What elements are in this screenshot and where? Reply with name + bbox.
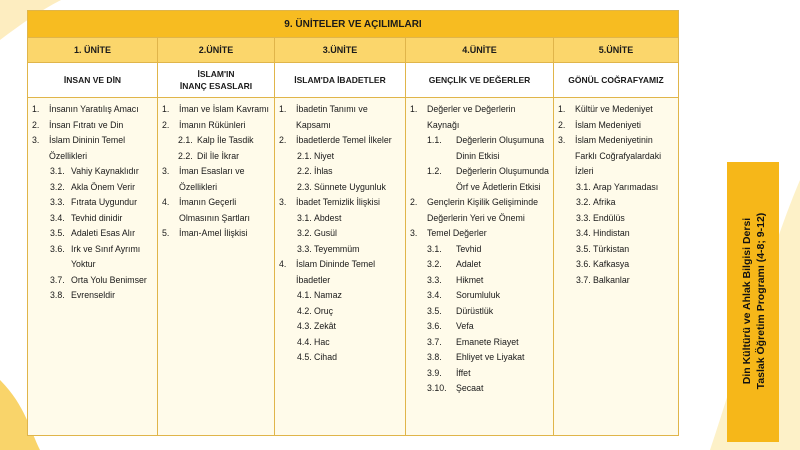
list-item <box>162 133 270 149</box>
list-item-text: İslam Medeniyetinin Farklı Coğrafyalardaki İzleri <box>575 135 662 176</box>
list-item <box>32 102 153 118</box>
list-item-number: 3.5. <box>576 243 591 254</box>
list-item <box>32 226 153 242</box>
list-item-text: Tevhid <box>456 243 482 254</box>
list-item-number: 3.1. <box>427 243 442 254</box>
list-item-number: 5. <box>162 228 170 238</box>
list-item <box>32 164 153 180</box>
list-item-number: 3.2. <box>427 259 442 269</box>
list-item <box>410 273 549 289</box>
list-item-text: İman Esasları ve Özellikleri <box>179 166 245 192</box>
list-item <box>558 257 674 273</box>
list-item-text: Evrenseldir <box>71 290 116 300</box>
list-item-text: Orta Yolu Benimser <box>71 274 147 285</box>
list-item-text: Sorumluluk <box>456 290 501 300</box>
list-item <box>558 226 674 242</box>
list-item <box>279 242 401 258</box>
list-item <box>279 133 401 149</box>
list-item <box>32 195 153 211</box>
list-item <box>32 133 153 164</box>
list-item-number: 4. <box>279 259 287 269</box>
unit-header-row <box>28 38 678 63</box>
list-item <box>32 118 153 134</box>
list-item <box>410 304 549 320</box>
list-item-number: 2. <box>32 119 40 130</box>
list-item-text: Temel Değerler <box>427 228 487 238</box>
unit-content-list <box>28 98 158 435</box>
list-item <box>558 211 674 227</box>
list-item-number: 3.7. <box>427 336 442 347</box>
list-item <box>162 149 270 165</box>
list-item-text: İmanın Rükünleri <box>179 119 246 130</box>
list-item <box>279 304 401 320</box>
list-item-text: İnsanın Yaratılış Amacı <box>49 104 139 114</box>
list-item-number: 3.7. <box>576 274 591 285</box>
list-item <box>410 381 549 397</box>
list-item <box>162 226 270 242</box>
list-item-number: 2.1. <box>297 150 312 161</box>
list-item <box>162 118 270 134</box>
table-title: 9. ÜNİTELER VE AÇILIMLARI <box>28 11 678 38</box>
list-item-number: 3. <box>279 197 287 207</box>
list-item-number: 3. <box>32 135 40 145</box>
list-item-number: 3.1. <box>576 181 591 192</box>
list-item-number: 3.9. <box>427 367 442 378</box>
list-item-text: Balkanlar <box>593 274 630 285</box>
list-item-text: Zekât <box>314 321 337 331</box>
list-item-text: Dürüstlük <box>456 305 494 316</box>
list-item-text: İbadetlerde Temel İlkeler <box>296 135 392 145</box>
program-side-label <box>740 162 780 440</box>
list-item <box>32 273 153 289</box>
unit-label: 2.ÜNİTE <box>158 38 275 62</box>
list-item <box>410 195 549 226</box>
unit-topic <box>158 63 275 97</box>
list-item <box>410 288 549 304</box>
unit-topic <box>554 63 678 97</box>
list-item-text: İslam Dininde Temel İbadetler <box>296 259 376 285</box>
list-item <box>279 180 401 196</box>
units-table <box>27 10 679 436</box>
list-item-text: Fıtrata Uygundur <box>71 197 138 207</box>
unit-topic <box>28 63 158 97</box>
list-item-text: Ehliyet ve Liyakat <box>456 352 525 362</box>
unit-content-list <box>406 98 554 435</box>
list-item <box>32 288 153 304</box>
list-item-text: İslam Dininin Temel Özellikleri <box>49 135 126 161</box>
list-item-number: 1. <box>32 104 40 114</box>
list-item-text: Adalet <box>456 259 481 269</box>
list-item <box>410 350 549 366</box>
list-item-text: Dil İle İkrar <box>197 150 240 161</box>
list-item-number: 4.2. <box>297 305 312 316</box>
list-item <box>410 164 549 195</box>
list-item-text: Afrika <box>593 197 616 207</box>
list-item <box>279 195 401 211</box>
list-item-number: 4. <box>162 197 170 207</box>
list-item-number: 1. <box>410 104 418 114</box>
list-item-number: 3.10. <box>427 383 447 393</box>
list-item-number: 1.1. <box>427 135 442 145</box>
list-item-text: Hindistan <box>593 228 630 238</box>
list-item <box>279 257 401 288</box>
list-item-text: Türkistan <box>593 243 630 254</box>
list-item <box>410 242 549 258</box>
list-item-number: 3.4. <box>576 228 591 238</box>
list-item-text: İbadetin Tanımı ve Kapsamı <box>296 104 368 130</box>
list-item-number: 2.3. <box>297 181 312 192</box>
unit-topic-line: GÖNÜL COĞRAFYAMIZ <box>568 75 664 85</box>
list-item-text: Adaleti Esas Alır <box>71 228 136 238</box>
list-item <box>410 319 549 335</box>
list-item-number: 1. <box>279 104 287 114</box>
list-item-text: Vefa <box>456 321 474 331</box>
list-item-number: 3. <box>410 228 418 238</box>
list-item-text: Şecaat <box>456 383 484 393</box>
list-item-text: İman ve İslam Kavramı <box>179 104 269 114</box>
unit-content-list <box>554 98 678 435</box>
list-item-number: 4.5. <box>297 352 312 362</box>
list-item <box>410 335 549 351</box>
list-item-number: 3.4. <box>427 290 442 300</box>
list-item-number: 3. <box>558 135 566 145</box>
list-item-text: Namaz <box>314 290 342 300</box>
list-item-text: Endülüs <box>593 212 625 223</box>
list-item-number: 4.1. <box>297 290 312 300</box>
unit-topic-line: İNSAN VE DİN <box>63 75 122 85</box>
list-item-text: Irk ve Sınıf Ayrımı Yoktur <box>71 243 141 269</box>
list-item-number: 3.6. <box>576 259 591 269</box>
unit-label: 5.ÜNİTE <box>598 45 634 55</box>
list-item-number: 1. <box>558 104 566 114</box>
list-item-text: Değerlerin Oluşumunda Örf ve Âdetlerin Etkisi <box>456 166 549 192</box>
list-item-number: 4.4. <box>297 336 312 347</box>
list-item <box>279 102 401 133</box>
unit-topic-line: İSLAM'DA İBADETLER <box>294 75 386 85</box>
list-item <box>410 133 549 164</box>
list-item-number: 3. <box>162 166 170 176</box>
list-item <box>279 319 401 335</box>
list-item-number: 3.1. <box>50 166 65 176</box>
list-item-number: 2. <box>558 119 566 130</box>
list-item <box>558 118 674 134</box>
list-item-number: 3.6. <box>427 321 442 331</box>
list-item-number: 4.3. <box>297 321 312 331</box>
list-item <box>279 226 401 242</box>
list-item-number: 2. <box>162 119 170 130</box>
list-item-number: 3.3. <box>50 197 65 207</box>
list-item-number: 3.2. <box>297 228 312 238</box>
list-item-text: Abdest <box>314 212 342 223</box>
list-item-number: 3.1. <box>297 212 312 223</box>
unit-label: 3.ÜNİTE <box>275 38 406 62</box>
list-item-text: İmanın Geçerli Olmasının Şartları <box>179 197 250 223</box>
unit-topic-line: GENÇLİK VE DEĞERLER <box>428 75 531 85</box>
unit-topic <box>275 63 406 97</box>
list-item-text: İffet <box>456 367 471 378</box>
list-item <box>279 335 401 351</box>
list-item-number: 2.2. <box>178 150 193 161</box>
list-item-number: 2. <box>279 135 287 145</box>
list-item-text: Kafkasya <box>593 259 630 269</box>
list-item <box>558 242 674 258</box>
list-item <box>162 164 270 195</box>
list-item-text: Vahiy Kaynaklıdır <box>71 166 139 176</box>
list-item-text: Sünnete Uygunluk <box>314 181 386 192</box>
list-item <box>279 164 401 180</box>
list-item-text: Cihad <box>314 352 337 362</box>
list-item <box>32 242 153 273</box>
list-item-text: Değerler ve Değerlerin Kaynağı <box>427 104 516 130</box>
list-item-number: 3.3. <box>297 243 312 254</box>
unit-label: 1. ÜNİTE <box>28 38 158 62</box>
list-item-text: İnsan Fıtratı ve Din <box>49 119 124 130</box>
list-item-text: İslam Medeniyeti <box>575 119 642 130</box>
list-item-text: Akla Önem Verir <box>71 181 136 192</box>
list-item-text: İbadet Temizlik İlişkisi <box>296 197 380 207</box>
list-item <box>558 180 674 196</box>
list-item <box>279 350 401 366</box>
list-item-number: 3.3. <box>576 212 591 223</box>
list-item-number: 3.7. <box>50 274 65 285</box>
list-item <box>558 102 674 118</box>
list-item-text: Gençlerin Kişilik Gelişiminde Değerlerin Yeri ve Önemi <box>427 197 538 223</box>
list-item-text: Hac <box>314 336 330 347</box>
list-item-text: Değerlerin Oluşumuna Dinin Etkisi <box>456 135 545 161</box>
list-item <box>410 366 549 382</box>
list-item-number: 3.8. <box>427 352 442 362</box>
list-item-number: 3.5. <box>50 228 65 238</box>
list-item-text: Niyet <box>314 150 335 161</box>
list-item <box>410 102 549 133</box>
list-item-number: 2.1. <box>178 135 193 145</box>
list-item-number: 3.6. <box>50 243 65 254</box>
list-item-number: 3.3. <box>427 274 442 285</box>
list-item-number: 3.2. <box>576 197 591 207</box>
unit-topic-line: İSLAM'IN <box>197 69 235 79</box>
list-item-text: İhlas <box>314 166 333 176</box>
list-item-number: 3.5. <box>427 305 442 316</box>
list-item <box>32 180 153 196</box>
list-item-number: 3.4. <box>50 212 65 223</box>
list-item <box>32 211 153 227</box>
list-item-text: Teyemmüm <box>314 243 360 254</box>
list-item-text: İman-Amel İlişkisi <box>179 228 248 238</box>
program-side-label-line: Taslak Öğretim Programı (4-8; 9-12) <box>755 212 767 390</box>
list-item <box>279 149 401 165</box>
list-item-text: Hikmet <box>456 274 484 285</box>
list-item-text: Emanete Riayet <box>456 336 519 347</box>
list-item-text: Gusül <box>314 228 337 238</box>
unit-topic-row <box>28 63 678 98</box>
list-item-text: Oruç <box>314 305 334 316</box>
list-item <box>410 257 549 273</box>
unit-label: 4.ÜNİTE <box>406 38 554 62</box>
list-item-number: 1. <box>162 104 170 114</box>
list-item-number: 2.2. <box>297 166 312 176</box>
list-item-number: 2. <box>410 197 418 207</box>
list-item-text: Kültür ve Medeniyet <box>575 104 653 114</box>
list-item-text: Kalp İle Tasdik <box>197 135 254 145</box>
unit-content-list <box>275 98 406 435</box>
list-item <box>558 195 674 211</box>
list-item <box>410 226 549 242</box>
list-item <box>279 288 401 304</box>
list-item <box>162 195 270 226</box>
unit-topic-line: İNANÇ ESASLARI <box>179 81 253 91</box>
list-item <box>558 133 674 180</box>
list-item <box>279 211 401 227</box>
unit-topic <box>406 63 554 97</box>
list-item-number: 3.8. <box>50 290 65 300</box>
list-item-text: Arap Yarımadası <box>593 181 659 192</box>
list-item <box>558 273 674 289</box>
program-side-label-line: Din Kültürü ve Ahlak Bilgisi Dersi <box>741 217 753 385</box>
list-item-text: Tevhid dinidir <box>71 212 123 223</box>
list-item <box>162 102 270 118</box>
unit-content-row <box>28 98 678 435</box>
list-item-number: 3.2. <box>50 181 65 192</box>
unit-content-list <box>158 98 275 435</box>
list-item-number: 1.2. <box>427 166 442 176</box>
